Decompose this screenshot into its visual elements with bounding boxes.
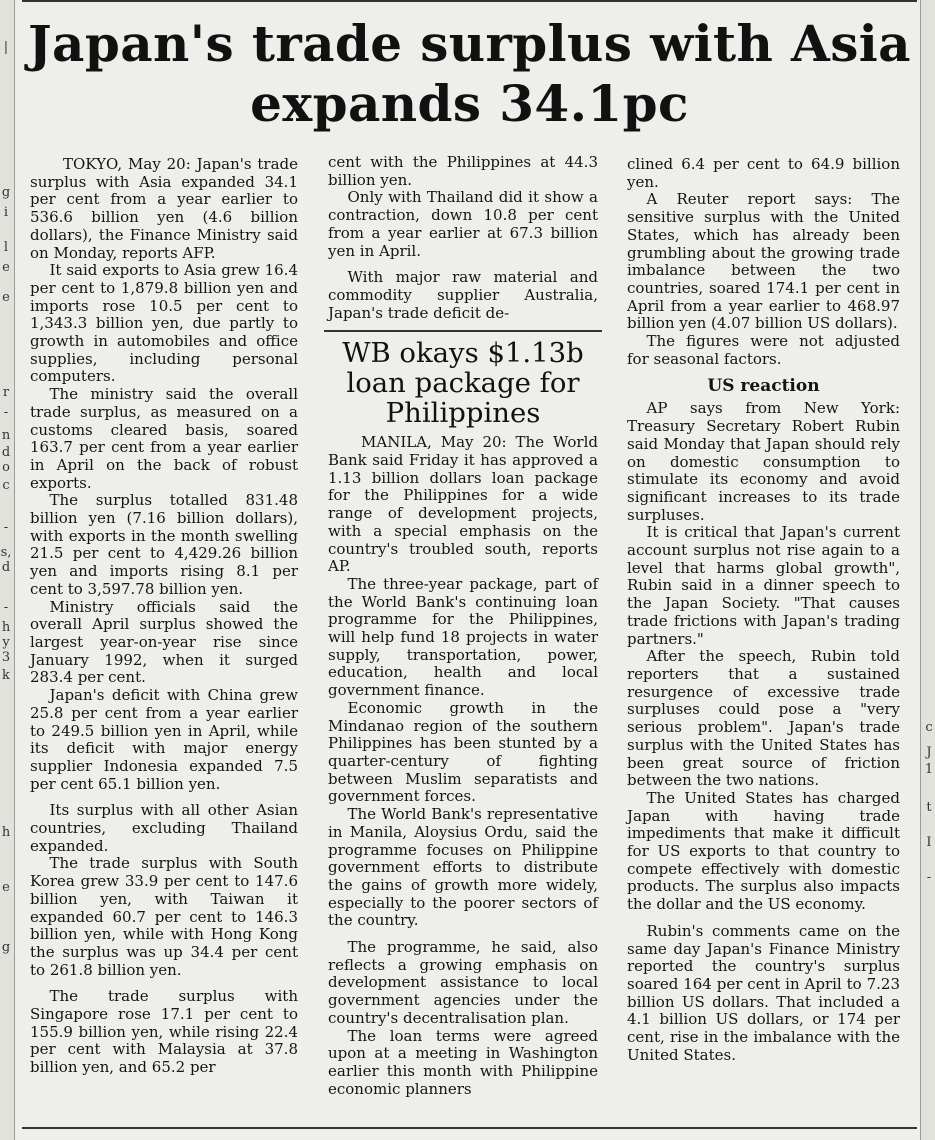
paragraph: It is critical that Japan's current account surplus not rise again to a level that harms global growth", Rubin said in a dinner speech to the Japan Society. "That causes trade frictions with Japan's trading partners.": [627, 523, 900, 648]
paragraph: The United States has charged Japan with having trade impediments that make it difficult for US exports to that country to compete effectively with domestic products. The surplus also impacts the dollar and the US economy.: [627, 788, 900, 914]
paragraph: Ministry officials said the overall April surplus showed the largest year-on-year rise since January 1992, when it surged 283.4 per cent.: [30, 597, 298, 687]
paragraph: The trade surplus with Singapore rose 17.1 per cent to 155.9 billion yen, while rising 22.4 per cent with Malaysia at 37.8 billion yen, and 65.2 per: [30, 987, 298, 1077]
sidebar-paragraph: The programme, he said, also reflects a growing emphasis on development assistance to local government agencies under the country's decentralisation plan.: [328, 938, 598, 1027]
paragraph: Only with Thailand did it show a contraction, down 10.8 per cent from a year earlier at 67.3 billion yen in April.: [328, 188, 598, 260]
top-rule: [22, 0, 917, 6]
paragraph: The ministry said the overall trade surplus, as measured on a customs cleared basis, soared 163.7 per cent from a year earlier in April on the back of robust exports.: [30, 385, 298, 492]
paragraph: A Reuter report says: The sensitive surplus with the United States, which has already been grumbling about the growing trade imbalance between the two countries, soared 174.1 per cent in April from a year earlier to 468.97 billion yen (4.07 billion US dollars).: [627, 190, 900, 333]
sidebar-paragraph: The World Bank's representative in Manila, Aloysius Ordu, said the programme focuses on Philippine government efforts to distribute the gains of growth more widely, especially to the poorer sectors of the country.: [328, 805, 598, 930]
main-headline: Japan's trade surplus with Asia expands 34.1pc: [28, 14, 911, 133]
paragraph: The trade surplus with South Korea grew 33.9 per cent to 147.6 billion yen, with Taiwan it expanded 60.7 per cent to 146.3 billion yen, while with Hong Kong the surplus was up 34.4 per cent to 261.8 billion yen.: [30, 854, 298, 979]
sidebar-paragraph: The three-year package, part of the World Bank's continuing loan programme for the Philippines, will help fund 18 projects in water supply, transportation, power, education, health and local government finance.: [328, 574, 598, 700]
paragraph: Japan's deficit with China grew 25.8 per cent from a year earlier to 249.5 billion yen in April, while its deficit with major energy supplier Indonesia expanded 7.5 per cent 65.1 billion yen.: [30, 686, 298, 793]
paragraph: With major raw material and commodity supplier Australia, Japan's trade deficit de-: [328, 268, 598, 322]
paragraph: cent with the Philippines at 44.3 billion yen.: [328, 153, 598, 189]
sidebar-paragraph: The loan terms were agreed upon at a meeting in Washington earlier this month with Philippine economic planners: [328, 1026, 598, 1098]
sidebar-paragraph: MANILA, May 20: The World Bank said Friday it has approved a 1.13 billion dollars loan package for the Philippines for a wide range of development projects, with a special emphasis on the country's troubled south, reports AP.: [328, 433, 598, 576]
paragraph: Its surplus with all other Asian countries, excluding Thailand expanded.: [30, 801, 298, 855]
article-column-3: [627, 156, 900, 1064]
paragraph: TOKYO, May 20: Japan's trade surplus with Asia expanded 34.1 per cent from a year earlier to 536.6 billion yen (4.6 billion dollars), the Finance Ministry said on Monday, reports AFP.: [30, 155, 298, 262]
paragraph: clined 6.4 per cent to 64.9 billion yen.: [627, 155, 900, 191]
sidebar-paragraph: Economic growth in the Mindanao region of the southern Philippines has been stunted by a quarter-century of fighting between Muslim separatists and government forces.: [328, 698, 598, 806]
article-column-1: [30, 156, 298, 1077]
paragraph: Rubin's comments came on the same day Japan's Finance Ministry reported the country's surplus soared 164 per cent in April to 7.23 billion US dollars. That included a 4.1 billion US dollars, or 174 per cent, rise in the imbalance with the United States.: [627, 921, 900, 1064]
paragraph: It said exports to Asia grew 16.4 per cent to 1,879.8 billion yen and imports rose 10.5 per cent to 1,343.3 billion yen, due partly to growth in automobiles and office supplies, including personal computers.: [30, 261, 298, 386]
bottom-rule: [22, 1127, 917, 1129]
adjacent-column-left-edge: | g i l e e r - n d o c - s, d - h y 3 k h e g: [0, 0, 15, 1140]
article-column-2: [328, 154, 598, 1098]
paragraph: AP says from New York: Treasury Secretary Robert Rubin said Monday that Japan should rely on domestic consumption to stimulate its economy and avoid significant increases to its trade surpluses.: [627, 399, 900, 524]
paragraph: The surplus totalled 831.48 billion yen (7.16 billion dollars), with exports in the month swelling 21.5 per cent to 4,429.26 billion yen and imports rising 8.1 per cent to 3,597.78 billion yen.: [30, 491, 298, 598]
paragraph: After the speech, Rubin told reporters that a sustained resurgence of excessive trade surpluses could pose a "very serious problem". Japan's trade surplus with the United States has been great source of friction between the two nations.: [627, 647, 900, 790]
paragraph: The figures were not adjusted for seasonal factors.: [627, 332, 900, 368]
adjacent-column-right-edge: c J 1 t I -: [920, 0, 935, 1140]
us-reaction-heading: US reaction: [707, 376, 820, 397]
sidebar-headline: WB okays $1.13b loan package for Philippines: [324, 330, 602, 428]
